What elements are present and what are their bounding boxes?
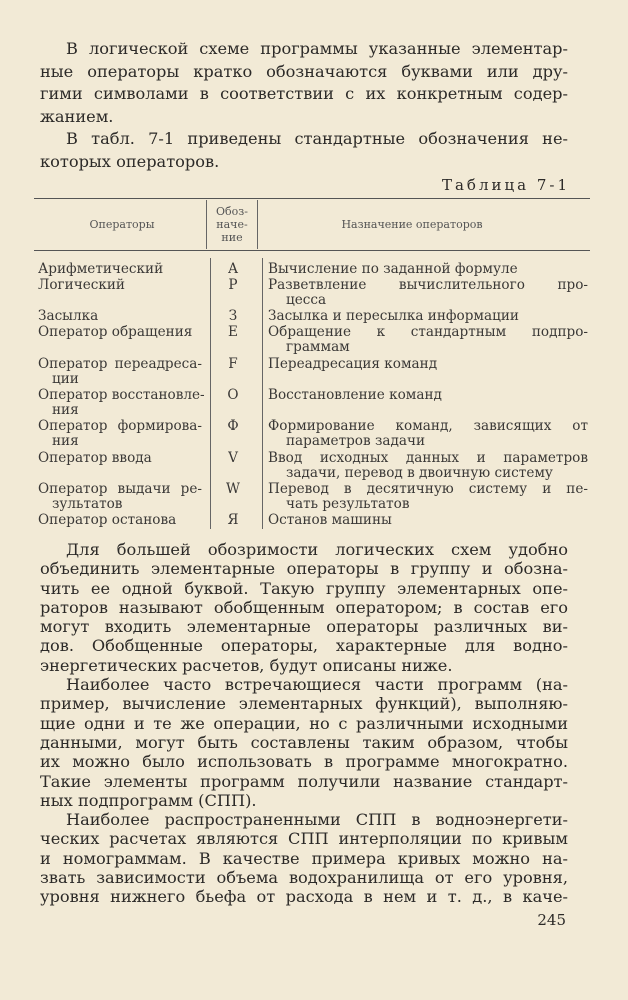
text-line: энергетических расчетов, будут описаны ниже. bbox=[40, 655, 453, 675]
text-line: раторов называют обобщенным оператором; в состав его bbox=[40, 597, 568, 617]
operator-symbol: E bbox=[228, 324, 238, 340]
operator-purpose: Перевод в десятичную систему и пе- bbox=[268, 481, 588, 497]
operator-symbol: W bbox=[226, 481, 240, 497]
text-line: могут входить элементарные операторы различных ви- bbox=[40, 617, 568, 637]
operator-purpose: Формирование команд, зависящих от bbox=[268, 418, 588, 434]
paragraph-intro bbox=[40, 38, 568, 174]
text-line: чить ее одной буквой. Такую группу элементарных опе- bbox=[40, 578, 568, 598]
text-line: жанием. bbox=[40, 106, 114, 126]
operator-name: Арифметический bbox=[38, 261, 164, 277]
text-line: данными, могут быть составлены таким образом, чтобы bbox=[40, 732, 568, 752]
header-symbol-line: наче- bbox=[216, 218, 248, 231]
operator-name: ния bbox=[52, 402, 79, 418]
operator-purpose: Вычисление по заданной формуле bbox=[268, 261, 518, 277]
text-line: которых операторов. bbox=[40, 151, 220, 171]
column-divider bbox=[210, 258, 211, 529]
operator-purpose: Засылка и пересылка информации bbox=[268, 308, 519, 324]
operator-purpose: Восстановление команд bbox=[268, 387, 442, 403]
header-symbol-line: ние bbox=[221, 231, 243, 244]
text-line: объединить элементарные операторы в группу и обозна- bbox=[40, 559, 568, 579]
operator-name: Оператор восстановле- bbox=[38, 387, 205, 403]
table-top-rule bbox=[34, 198, 590, 199]
text-line: Наиболее распространенными СПП в водноэнергети- bbox=[66, 810, 568, 830]
text-line: уровня нижнего бьефа от расхода в нем и т. д., в каче- bbox=[40, 887, 568, 907]
header-symbol bbox=[207, 205, 257, 244]
text-line: и номограммам. В качестве примера кривых можно на- bbox=[40, 848, 568, 868]
header-purpose: Назначение операторов bbox=[341, 218, 483, 231]
operator-name: Логический bbox=[38, 277, 125, 293]
operator-purpose: параметров задачи bbox=[286, 433, 426, 449]
operator-purpose: Ввод исходных данных и параметров bbox=[268, 450, 588, 466]
header-symbol-line: Обоз- bbox=[216, 205, 248, 218]
operator-name: зультатов bbox=[52, 496, 123, 512]
operator-name: Засылка bbox=[38, 308, 99, 324]
operator-name: Оператор формирова- bbox=[38, 418, 202, 434]
text-line: ных подпрограмм (СПП). bbox=[40, 790, 257, 810]
text-line: гими символами в соответствии с их конкретным содер- bbox=[40, 84, 568, 104]
operator-purpose: цесса bbox=[286, 292, 327, 308]
text-line: щие одни и те же операции, но с различными исходными bbox=[40, 713, 568, 733]
operator-purpose: чать результатов bbox=[286, 496, 410, 512]
operator-name: ния bbox=[52, 433, 79, 449]
operator-purpose: граммам bbox=[286, 339, 350, 355]
operator-symbol: Ф bbox=[227, 418, 239, 434]
operator-symbol: V bbox=[228, 450, 238, 466]
operator-purpose: Останов машины bbox=[268, 512, 392, 528]
operator-name: Оператор обращения bbox=[38, 324, 193, 340]
operator-purpose: задачи, перевод в двоичную систему bbox=[286, 465, 553, 481]
text-line: Наиболее часто встречающиеся части программ (на- bbox=[66, 675, 568, 695]
table-header-rule bbox=[34, 250, 590, 251]
operator-name: ции bbox=[52, 371, 79, 387]
operator-purpose: Обращение к стандартным подпро- bbox=[268, 324, 588, 340]
table-caption: Таблица 7-1 bbox=[441, 176, 570, 194]
operator-symbol: A bbox=[228, 261, 238, 277]
paragraph-body bbox=[40, 540, 568, 907]
text-line: Для большей обозримости логических схем удобно bbox=[66, 540, 568, 559]
operator-purpose: Переадресация команд bbox=[268, 356, 438, 372]
page-number: 245 bbox=[537, 911, 566, 929]
operator-symbol: O bbox=[227, 387, 239, 403]
text-line: В логической схеме программы указанные элементар- bbox=[66, 39, 568, 58]
header-operators: Операторы bbox=[89, 218, 155, 231]
text-line: дов. Обобщенные операторы, характерные для водно- bbox=[40, 636, 568, 656]
operator-purpose: Разветвление вычислительного про- bbox=[268, 277, 588, 293]
operator-symbol: З bbox=[228, 308, 238, 324]
text-line: Такие элементы программ получили название стандарт- bbox=[40, 771, 568, 791]
operator-name: Оператор ввода bbox=[38, 450, 152, 466]
operator-symbol: P bbox=[228, 277, 238, 293]
text-line: звать зависимости объема водохранилища от его уровня, bbox=[40, 868, 568, 888]
text-line: ные операторы кратко обозначаются буквами или дру- bbox=[40, 61, 568, 81]
operator-symbol: Я bbox=[227, 512, 239, 528]
text-line: их можно было использовать в программе многократно. bbox=[40, 752, 568, 772]
column-divider bbox=[257, 200, 258, 249]
text-line: пример, вычисление элементарных функций), выполняю- bbox=[40, 694, 568, 714]
column-divider bbox=[262, 258, 263, 529]
text-line: ческих расчетах являются СПП интерполяции по кривым bbox=[40, 829, 568, 849]
operator-name: Оператор переадреса- bbox=[38, 356, 202, 372]
operator-name: Оператор останова bbox=[38, 512, 177, 528]
text-line: В табл. 7-1 приведены стандартные обозначения не- bbox=[66, 129, 568, 149]
operator-name: Оператор выдачи ре- bbox=[38, 481, 202, 497]
operator-symbol: F bbox=[228, 356, 238, 372]
